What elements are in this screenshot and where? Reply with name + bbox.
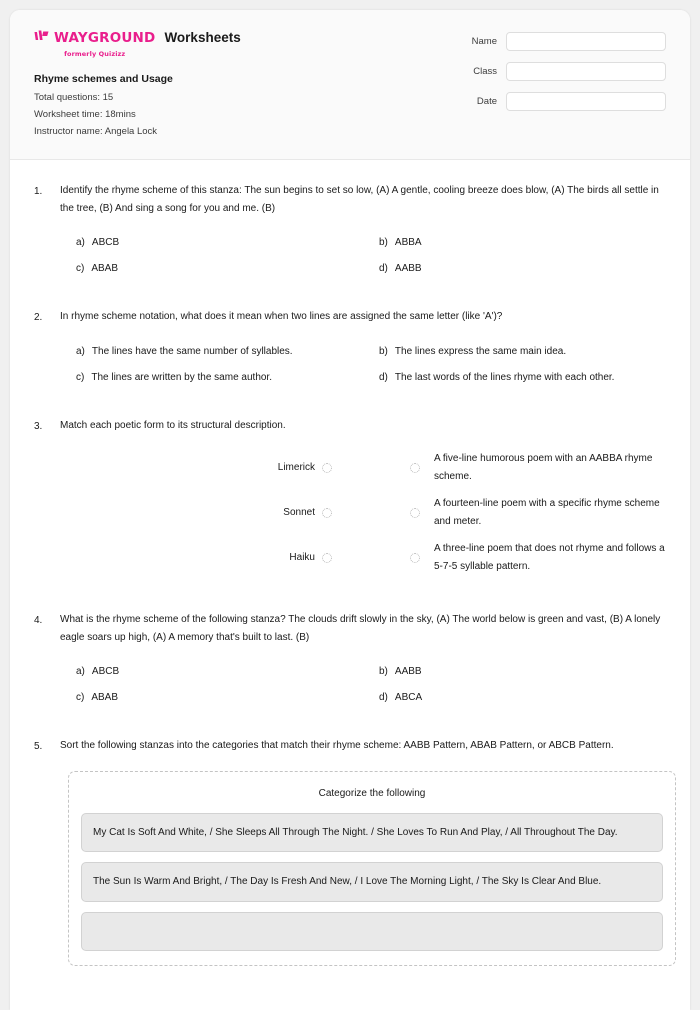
option-letter: a): [76, 666, 85, 677]
option-text: AABB: [394, 263, 422, 274]
question-3: [34, 417, 666, 586]
option-c[interactable]: [60, 365, 363, 391]
date-input[interactable]: [506, 92, 666, 111]
question-number: 5.: [34, 741, 43, 752]
date-label: Date: [476, 96, 497, 107]
option-text: ABCA: [394, 692, 423, 703]
match-description: A three-line poem that does not rhyme and follows a 5-7-5 syllable pattern.: [434, 543, 665, 572]
option-letter: c): [76, 263, 85, 274]
question-number: 3.: [34, 420, 43, 432]
match-connector-dot-icon[interactable]: [410, 463, 420, 473]
match-description: A five-line humorous poem with an AABBA rhyme scheme.: [434, 453, 653, 482]
option-text: The lines express the same main idea.: [394, 345, 567, 357]
header-left: [34, 28, 241, 143]
option-text: ABCB: [91, 666, 120, 677]
match-connector-gap: [332, 495, 420, 530]
worksheet-meta: [34, 73, 241, 137]
match-row: [60, 495, 666, 530]
match-row: [60, 540, 666, 575]
options-list: [60, 339, 666, 391]
option-d[interactable]: [363, 256, 666, 282]
option-letter: d): [379, 263, 388, 274]
categorize-item[interactable]: [81, 912, 663, 952]
categorize-title: Categorize the following: [318, 787, 426, 799]
field-row-name: [465, 32, 666, 51]
match-term-cell: [60, 495, 332, 530]
options-list: [60, 230, 666, 282]
brand-row: [34, 30, 241, 58]
option-a[interactable]: [60, 230, 363, 256]
option-c[interactable]: [60, 685, 363, 711]
categorize-box: [68, 771, 676, 967]
match-term-cell: [60, 540, 332, 575]
question-content: [60, 417, 666, 586]
option-b[interactable]: [363, 659, 666, 685]
student-fields: [465, 28, 666, 111]
name-label: Name: [471, 36, 497, 47]
field-row-class: [465, 62, 666, 81]
option-c[interactable]: [60, 256, 363, 282]
option-text: AABB: [394, 666, 422, 677]
worksheet-header: [10, 10, 690, 160]
match-connector-dot-icon[interactable]: [322, 463, 332, 473]
question-content: [60, 182, 666, 282]
class-input[interactable]: [506, 62, 666, 81]
logo-mark: [34, 30, 155, 48]
match-connector-dot-icon[interactable]: [410, 553, 420, 563]
match-term-cell: [60, 450, 332, 485]
total-questions: Total questions: 15: [34, 92, 114, 103]
question-1: [34, 182, 666, 282]
logo-wordmark: WAYGROUND: [54, 30, 156, 47]
option-text: The lines are written by the same author.: [91, 371, 272, 383]
option-letter: c): [76, 371, 85, 383]
question-text: Sort the following stanzas into the categories that match their rhyme scheme: AABB Pattern, ABAB Pattern, or ABCB Pattern.: [60, 740, 614, 751]
question-2: [34, 308, 666, 391]
option-b[interactable]: [363, 230, 666, 256]
worksheets-label: Worksheets: [164, 30, 241, 45]
question-content: [60, 308, 666, 391]
question-number: 4.: [34, 615, 43, 626]
match-connector-gap: [332, 450, 420, 485]
question-content: [60, 611, 666, 711]
option-letter: b): [379, 345, 388, 357]
question-text: Identify the rhyme scheme of this stanza: The sun begins to set so low, (A) A gentle, cooling breeze does blow, (A) The birds all settle in the tree, (B) And sing a song for you and me. (B): [60, 185, 659, 214]
option-letter: d): [379, 692, 388, 703]
option-letter: d): [379, 371, 388, 383]
options-list: [60, 659, 666, 711]
question-content: [60, 737, 666, 966]
match-connector-dot-icon[interactable]: [410, 508, 420, 518]
match-connector-dot-icon[interactable]: [322, 508, 332, 518]
option-text: ABAB: [91, 692, 119, 703]
question-number: 2.: [34, 312, 43, 323]
match-term: Haiku: [289, 552, 315, 563]
question-text: Match each poetic form to its structural description.: [60, 419, 286, 431]
question-text: In rhyme scheme notation, what does it mean when two lines are assigned the same letter (like 'A')?: [60, 311, 503, 322]
option-text: ABBA: [394, 237, 422, 248]
option-text: ABAB: [91, 263, 119, 274]
option-a[interactable]: [60, 659, 363, 685]
wayground-logo: [34, 30, 155, 58]
questions-body: [10, 160, 690, 1002]
worksheet-title: Rhyme schemes and Usage: [34, 73, 173, 85]
logo-subtitle: formerly Quizizz: [64, 50, 126, 58]
categorize-item[interactable]: The Sun Is Warm And Bright, / The Day Is Fresh And New, / I Love The Morning Light, / The Sky Is Clear And Blue.: [81, 862, 663, 902]
option-d[interactable]: [363, 365, 666, 391]
worksheet-time: Worksheet time: 18mins: [34, 109, 136, 120]
option-b[interactable]: [363, 339, 666, 365]
option-a[interactable]: [60, 339, 363, 365]
match-row: [60, 450, 666, 485]
option-text: ABCB: [91, 237, 120, 248]
option-letter: a): [76, 345, 85, 357]
match-term: Limerick: [277, 462, 315, 473]
option-letter: b): [379, 237, 388, 248]
match-description: A fourteen-line poem with a specific rhyme scheme and meter.: [434, 498, 660, 527]
match-term: Sonnet: [283, 507, 315, 518]
question-4: [34, 611, 666, 711]
option-letter: c): [76, 692, 85, 703]
wayground-bars-icon: [34, 30, 51, 48]
worksheet-page: [10, 10, 690, 1010]
instructor-name: Instructor name: Angela Lock: [34, 126, 158, 137]
option-d[interactable]: [363, 685, 666, 711]
match-connector-dot-icon[interactable]: [322, 553, 332, 563]
matching-area: [60, 450, 666, 575]
class-label: Class: [473, 66, 497, 77]
match-connector-gap: [332, 540, 420, 575]
option-letter: a): [76, 237, 85, 248]
question-number: 1.: [34, 186, 43, 197]
question-text: What is the rhyme scheme of the following stanza? The clouds drift slowly in the sky, (A) The world below is green and vast, (B) A lonely eagle soars up high, (A) A memory that's built to last. (B): [60, 614, 661, 643]
categorize-item[interactable]: My Cat Is Soft And White, / She Sleeps All Through The Night. / She Loves To Run And Play, / All Throughout The Day.: [81, 813, 663, 853]
field-row-date: [465, 92, 666, 111]
option-text: The last words of the lines rhyme with each other.: [394, 371, 615, 383]
name-input[interactable]: [506, 32, 666, 51]
question-5: [34, 737, 666, 966]
option-text: The lines have the same number of syllables.: [91, 345, 293, 357]
option-letter: b): [379, 666, 388, 677]
